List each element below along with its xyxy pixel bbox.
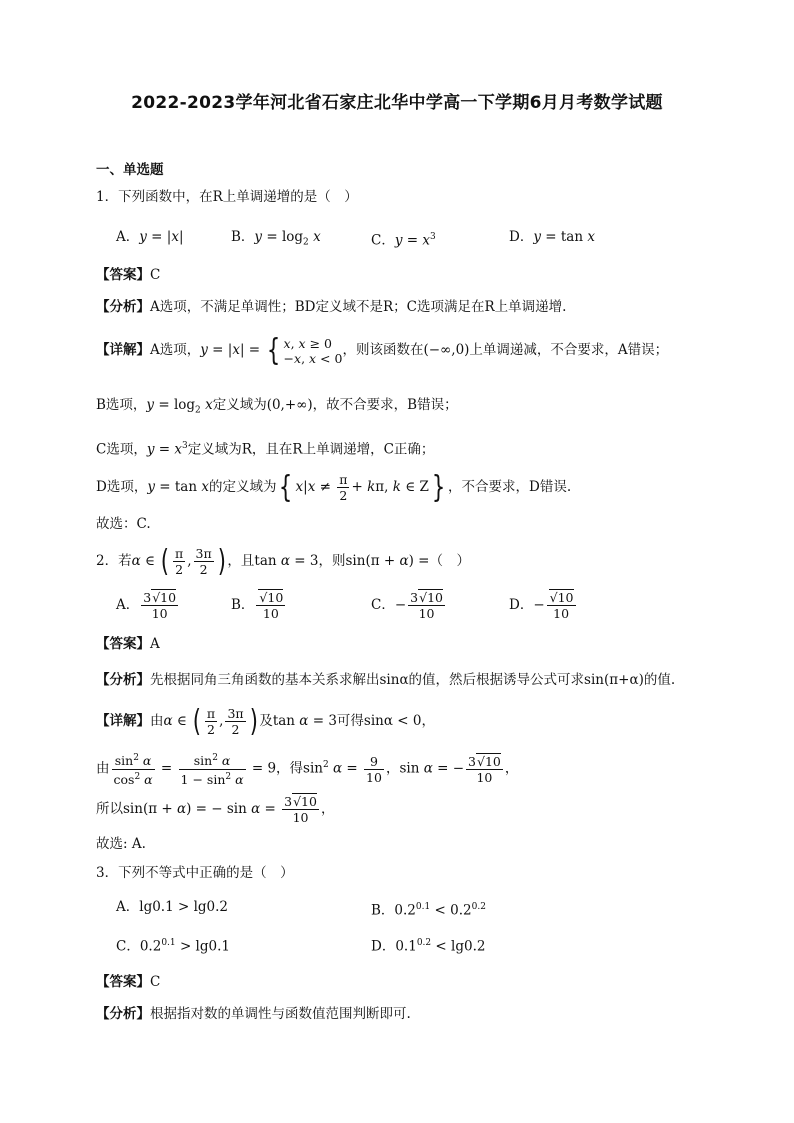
q1-detail-d: D选项，y = tan x的定义域为{ x|x ≠ $\frac{\pi}{2}$ + kπ, k ∈ Z} ，不合要求，D错误. — [96, 469, 572, 505]
q1-detail-b: B选项，$y = \log_2 x$定义域为(0,+∞)，故不合要求，B错误； — [96, 397, 458, 416]
q3-option-a: A．lg0.1 > lg0.2 — [116, 899, 229, 915]
q3-option-b: B．$0.2^{0.1} < 0.2^{0.2}$ — [371, 902, 486, 919]
q2-detail-3: 所以sin(π + α) = − sin α = $\frac{3√10}{10}$ ， — [96, 794, 335, 825]
page-title: 2022-2023学年河北省石家庄北华中学高一下学期6月月考数学试题 — [131, 93, 663, 113]
q2-option-d: D．− $\frac{√10}{10}$ — [509, 590, 574, 621]
q1-conclusion: 故选：C. — [96, 516, 151, 532]
q2-detail-1: 【详解】由α ∈ ( $\frac{\pi}{2}$ , $\frac{3\pi}{2}$ ) 及tan α = 3可得sinα < 0， — [96, 703, 435, 739]
q3-option-c: C．$0.2^{0.1} > \lg 0.1$ — [116, 938, 230, 955]
q2-answer: 【答案】A — [96, 636, 160, 652]
question-2-stem: 2．若α ∈ ( $\frac{\pi}{2}$ , $\frac{3\pi}{2}$ ) ，且tan α = 3，则sin(π + α) =（ ） — [96, 543, 470, 579]
q3-option-d: D．$0.1^{0.2} < \lg 0.2$ — [371, 938, 486, 955]
q1-detail-c: C选项，$y = x^3$定义域为R，且在R上单调递增，C正确； — [96, 441, 435, 458]
q1-answer: 【答案】C — [96, 267, 161, 283]
q3-answer: 【答案】C — [96, 974, 161, 990]
q2-detail-2: 由 $\frac{\sin^2 \alpha}{\cos^2 \alpha}$ = $\frac{\sin^2 \alpha}{1 - \sin^2 \alpha}$ = 9，得$\sin^2 \alpha$ = $\frac{9}{10}$ ，sin α = − $\frac{3√10}{10}$ ， — [96, 753, 519, 787]
q2-option-b: B． $\frac{√10}{10}$ — [231, 590, 284, 621]
q1-detail-a: 【详解】A选项，y = |x| = { x, x ≥ 0 −x, x < 0，则该函数在(−∞,0)上单调递减，不合要求，A错误； — [96, 332, 669, 368]
q1-option-d: D．y = tan x — [509, 229, 595, 245]
q2-conclusion: 故选: A. — [96, 836, 146, 852]
question-3-stem: 3．下列不等式中正确的是（ ） — [96, 865, 294, 881]
q1-option-a: A．y = |x| — [116, 229, 184, 245]
q1-option-b: B．$y = \log_2 x$ — [231, 229, 321, 248]
question-1-stem: 1．下列函数中，在R上单调递增的是（ ） — [96, 189, 358, 205]
q3-analysis: 【分析】根据指对数的单调性与函数值范围判断即可. — [96, 1006, 411, 1022]
q2-analysis: 【分析】先根据同角三角函数的基本关系求解出sinα的值，然后根据诱导公式可求sin(π+α)的值. — [96, 672, 676, 688]
q2-option-c: C．− $\frac{3√10}{10}$ — [371, 590, 443, 621]
q1-analysis: 【分析】A选项，不满足单调性；BD定义域不是R；C选项满足在R上单调递增. — [96, 299, 567, 315]
section-heading: 一、单选题 — [96, 162, 164, 178]
q1-option-c: C．$y = x^3$ — [371, 232, 436, 249]
q2-option-a: A． $\frac{3√10}{10}$ — [116, 590, 177, 621]
